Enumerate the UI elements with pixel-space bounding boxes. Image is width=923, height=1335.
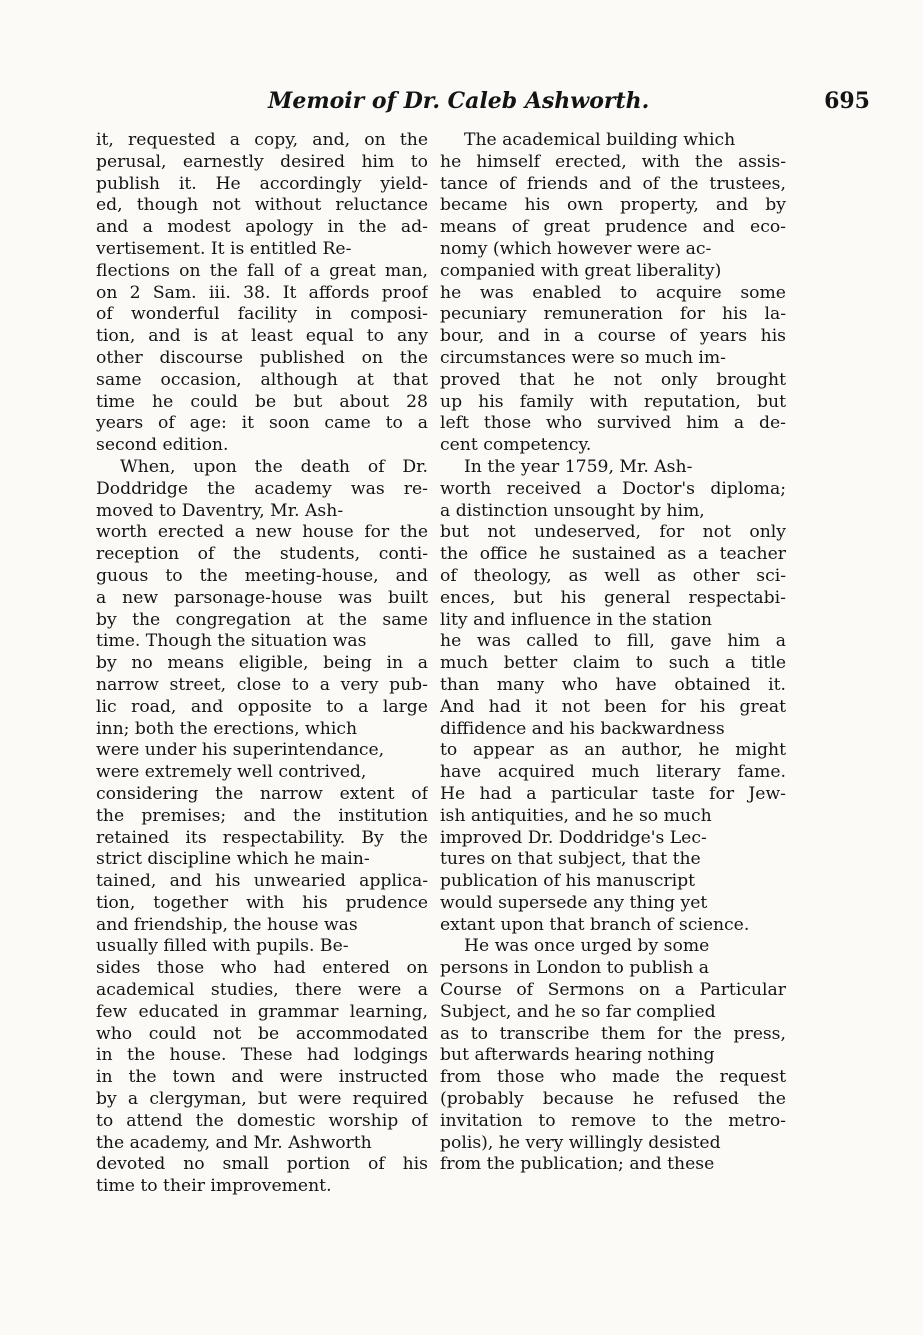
left-column-line: second edition.	[96, 435, 229, 456]
left-column-line: inn; both the erections, which	[96, 718, 358, 739]
left-column-line: flections on the fall of a great man,	[96, 260, 428, 281]
left-column-line: were extremely well contrived,	[96, 762, 367, 783]
left-column-line: in the town and were instructed	[96, 1067, 428, 1088]
right-column-line: worth received a Doctor's diploma;	[440, 478, 786, 499]
right-column-line: nomy (which however were ac-	[440, 238, 712, 259]
left-column-line: and a modest apology in the ad-	[96, 217, 428, 238]
left-column-line: devoted no small portion of his	[96, 1154, 428, 1175]
right-column-line: of theology, as well as other sci-	[440, 565, 786, 586]
left-column-line: strict discipline which he main-	[96, 849, 370, 870]
right-column-line: as to transcribe them for the press,	[440, 1023, 786, 1044]
right-column-line: he was enabled to acquire some	[440, 282, 786, 303]
left-column-line: tained, and his unwearied applica-	[96, 871, 428, 892]
left-column-line: on 2 Sam. iii. 38. It affords proof	[96, 282, 428, 303]
right-column-line: bour, and in a course of years his	[440, 326, 786, 347]
right-column-line: ish antiquities, and he so much	[440, 805, 712, 826]
right-column-line: the office he sustained as a teacher	[440, 544, 786, 565]
left-column-line: by no means eligible, being in a	[96, 653, 428, 674]
right-column-line: ences, but his general respectabi-	[440, 587, 786, 608]
left-column-line: perusal, earnestly desired him to	[96, 151, 428, 172]
left-column-line: by a clergyman, but were required	[96, 1089, 428, 1110]
left-column-line: a new parsonage-house was built	[96, 587, 428, 608]
right-column-line: polis), he very willingly desisted	[440, 1132, 721, 1153]
right-column-line: In the year 1759, Mr. Ash-	[464, 456, 693, 477]
left-column-line: time. Though the situation was	[96, 631, 367, 652]
left-text-column	[96, 130, 428, 1198]
right-column-line: than many who have obtained it.	[440, 674, 786, 695]
right-column-line: cent competency.	[440, 435, 592, 456]
left-column-line: considering the narrow extent of	[96, 783, 428, 804]
right-column-line: companied with great liberality)	[440, 260, 722, 281]
right-column-line: up his family with reputation, but	[440, 391, 786, 412]
right-column-line: And had it not been for his great	[440, 696, 786, 717]
right-column-line: Course of Sermons on a Particular	[440, 980, 786, 1001]
left-column-line: retained its respectability. By the	[96, 827, 428, 848]
right-column-line: to appear as an author, he might	[440, 740, 786, 761]
left-column-line: it, requested a copy, and, on the	[96, 130, 428, 150]
left-column-line: time to their improvement.	[96, 1176, 332, 1197]
right-column-line: have acquired much literary fame.	[440, 762, 786, 783]
right-column-line: from the publication; and these	[440, 1154, 715, 1175]
page-header	[100, 88, 900, 122]
left-column-line: to attend the domestic worship of	[96, 1110, 428, 1131]
right-column-line: means of great prudence and eco-	[440, 217, 786, 238]
right-column-line: Subject, and he so far complied	[440, 1001, 716, 1022]
right-column-line: he was called to fill, gave him a	[440, 631, 786, 652]
page-number: 695	[824, 88, 870, 114]
right-column-line: The academical building which	[464, 130, 736, 150]
right-column-line: a distinction unsought by him,	[440, 500, 705, 521]
left-column-line: of wonderful facility in composi-	[96, 304, 428, 325]
left-column-line: vertisement. It is entitled Re-	[96, 238, 352, 259]
left-column-line: narrow street, close to a very pub-	[96, 674, 428, 695]
left-column-line: were under his superintendance,	[96, 740, 385, 761]
right-column-line: publication of his manuscript	[440, 871, 696, 892]
right-column-line: left those who survived him a de-	[440, 413, 786, 434]
right-column-line: lity and influence in the station	[440, 609, 712, 630]
right-column-line: tures on that subject, that the	[440, 849, 701, 870]
left-column-line: the premises; and the institution	[96, 805, 428, 826]
left-column-line: moved to Daventry, Mr. Ash-	[96, 500, 344, 521]
right-column-line: much better claim to such a title	[440, 653, 786, 674]
right-column-line: extant upon that branch of science.	[440, 914, 750, 935]
right-column-line: improved Dr. Doddridge's Lec-	[440, 827, 707, 848]
right-column-line: tance of friends and of the trustees,	[440, 173, 786, 194]
right-column-line: circumstances were so much im-	[440, 347, 726, 368]
right-text-column	[440, 130, 786, 1176]
left-column-line: time he could be but about 28	[96, 391, 428, 412]
left-column-line: the academy, and Mr. Ashworth	[96, 1132, 372, 1153]
right-column-line: He had a particular taste for Jew-	[440, 783, 786, 804]
left-column-line: who could not be accommodated	[96, 1023, 428, 1044]
right-column-line: invitation to remove to the metro-	[440, 1110, 786, 1131]
right-column-line: he himself erected, with the assis-	[440, 151, 786, 172]
left-column-line: lic road, and opposite to a large	[96, 696, 428, 717]
left-column-line: years of age: it soon came to a	[96, 413, 428, 434]
left-column-line: tion, together with his prudence	[96, 892, 428, 913]
right-column-line: persons in London to publish a	[440, 958, 710, 979]
left-column-line: in the house. These had lodgings	[96, 1045, 428, 1066]
right-column-line: diffidence and his backwardness	[440, 718, 725, 739]
left-column-line: guous to the meeting-house, and	[96, 565, 428, 586]
right-column-line: became his own property, and by	[440, 195, 786, 216]
left-column-line: ed, though not without reluctance	[96, 195, 428, 216]
left-column-line: When, upon the death of Dr.	[120, 456, 428, 477]
right-column-line: from those who made the request	[440, 1067, 786, 1088]
right-column-line: would supersede any thing yet	[440, 892, 708, 913]
left-column-line: other discourse published on the	[96, 347, 428, 368]
right-column-line: but not undeserved, for not only	[440, 522, 786, 543]
right-column-line: proved that he not only brought	[440, 369, 786, 390]
left-column-line: sides those who had entered on	[96, 958, 428, 979]
right-column-line: but afterwards hearing nothing	[440, 1045, 715, 1066]
right-column-line: He was once urged by some	[464, 936, 710, 957]
running-title: Memoir of Dr. Caleb Ashworth.	[268, 88, 650, 114]
left-column-line: reception of the students, conti-	[96, 544, 428, 565]
left-column-line: usually filled with pupils. Be-	[96, 936, 349, 957]
left-column-line: worth erected a new house for the	[96, 522, 428, 543]
right-column-line: pecuniary remuneration for his la-	[440, 304, 786, 325]
left-column-line: tion, and is at least equal to any	[96, 326, 428, 347]
left-column-line: same occasion, although at that	[96, 369, 428, 390]
left-column-line: publish it. He accordingly yield-	[96, 173, 428, 194]
right-column-line: (probably because he refused the	[440, 1089, 786, 1110]
left-column-line: by the congregation at the same	[96, 609, 428, 630]
left-column-line: few educated in grammar learning,	[96, 1001, 428, 1022]
left-column-line: and friendship, the house was	[96, 914, 358, 935]
left-column-line: Doddridge the academy was re-	[96, 478, 428, 499]
left-column-line: academical studies, there were a	[96, 980, 428, 1001]
